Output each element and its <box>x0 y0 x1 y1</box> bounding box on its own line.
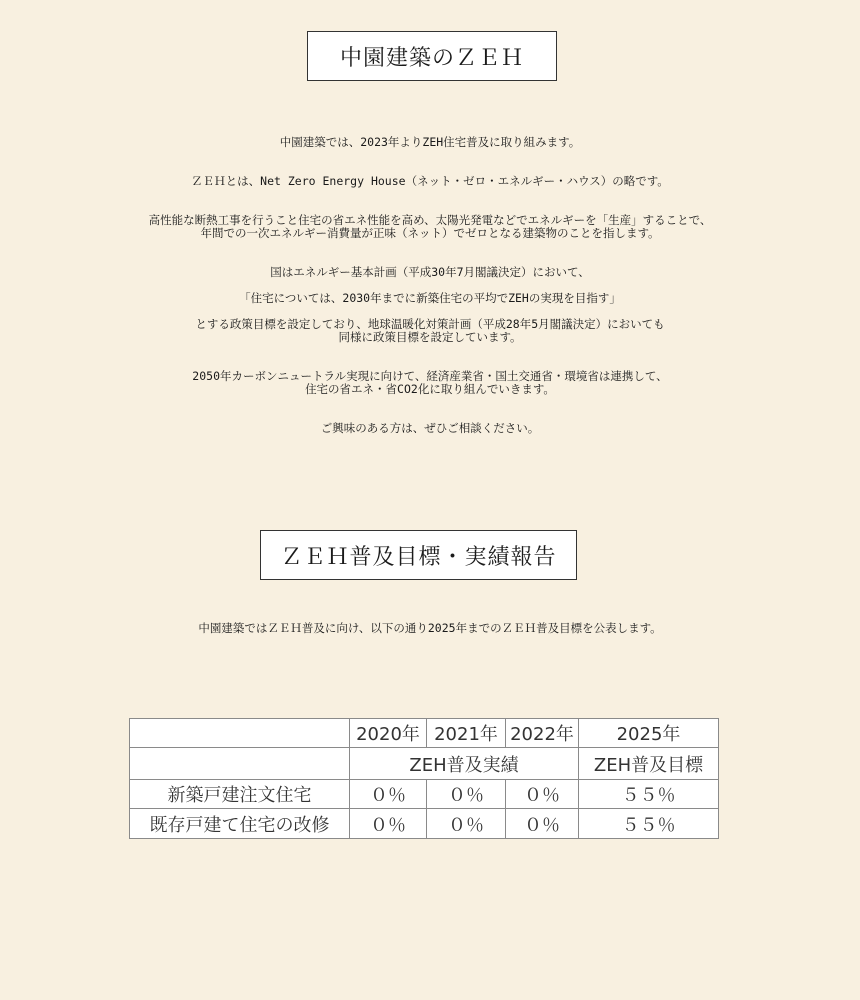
table-row <box>130 780 719 809</box>
actual-results-header: ZEH普及実績 <box>350 748 579 780</box>
year-header-2021: 2021年 <box>427 719 506 748</box>
policy-target-paragraph: とする政策目標を設定しており、地球温暖化対策計画（平成28年5月閣議決定）においても 同様に政策目標を設定しています。 <box>195 317 665 344</box>
table-empty-cell <box>130 748 350 780</box>
consultation-paragraph: ご興味のある方は、ぜひご相談ください。 <box>320 421 540 435</box>
table-header-years-row <box>130 719 719 748</box>
table-cell-value: ０％ <box>350 780 427 809</box>
row-label-new-custom-homes: 新築戸建注文住宅 <box>130 780 350 809</box>
table-cell-value: ０％ <box>506 809 579 839</box>
carbon-neutral-paragraph: 2050年カーボンニュートラル実現に向けて、経済産業省・国土交通省・環境省は連携して、 住宅の省エネ・省CO2化に取り組んでいきます。 <box>192 369 668 396</box>
year-header-2022: 2022年 <box>506 719 579 748</box>
year-header-2025: 2025年 <box>579 719 719 748</box>
table-cell-value: ０％ <box>427 809 506 839</box>
year-header-2020: 2020年 <box>350 719 427 748</box>
page-title-zeh: 中園建築のＺＥＨ <box>307 31 557 81</box>
zeh-definition-paragraph: ＺＥＨとは、Net Zero Energy House（ネット・ゼロ・エネルギー・ハウス）の略です。 <box>191 174 669 188</box>
table-empty-cell <box>130 719 350 748</box>
section-title-zeh-targets: ＺＥＨ普及目標・実績報告 <box>260 530 577 580</box>
table-header-type-row <box>130 748 719 780</box>
table-cell-value: ５５％ <box>579 809 719 839</box>
table-row <box>130 809 719 839</box>
intro-paragraph-start: 中園建築では、2023年よりZEH住宅普及に取り組みます。 <box>279 135 581 149</box>
target-header: ZEH普及目標 <box>579 748 719 780</box>
table-cell-value: ０％ <box>427 780 506 809</box>
targets-intro-paragraph: 中園建築ではＺＥＨ普及に向け、以下の通り2025年までのＺＥＨ普及目標を公表します。 <box>198 621 662 635</box>
table-cell-value: ０％ <box>506 780 579 809</box>
table-cell-value: ０％ <box>350 809 427 839</box>
zeh-explanation-paragraph: 高性能な断熱工事を行うこと住宅の省エネ性能を高め、太陽光発電などでエネルギーを「生産」することで、 年間での一次エネルギー消費量が正味（ネット）でゼロとなる建築物のことを指します。 <box>148 213 712 240</box>
row-label-existing-home-renovation: 既存戸建て住宅の改修 <box>130 809 350 839</box>
table-cell-value: ５５％ <box>579 780 719 809</box>
housing-goal-paragraph: 「住宅については、2030年までに新築住宅の平均でZEHの実現を目指す」 <box>239 291 621 305</box>
zeh-target-table <box>129 718 719 839</box>
energy-plan-paragraph: 国はエネルギー基本計画（平成30年7月閣議決定）において、 <box>270 265 590 279</box>
